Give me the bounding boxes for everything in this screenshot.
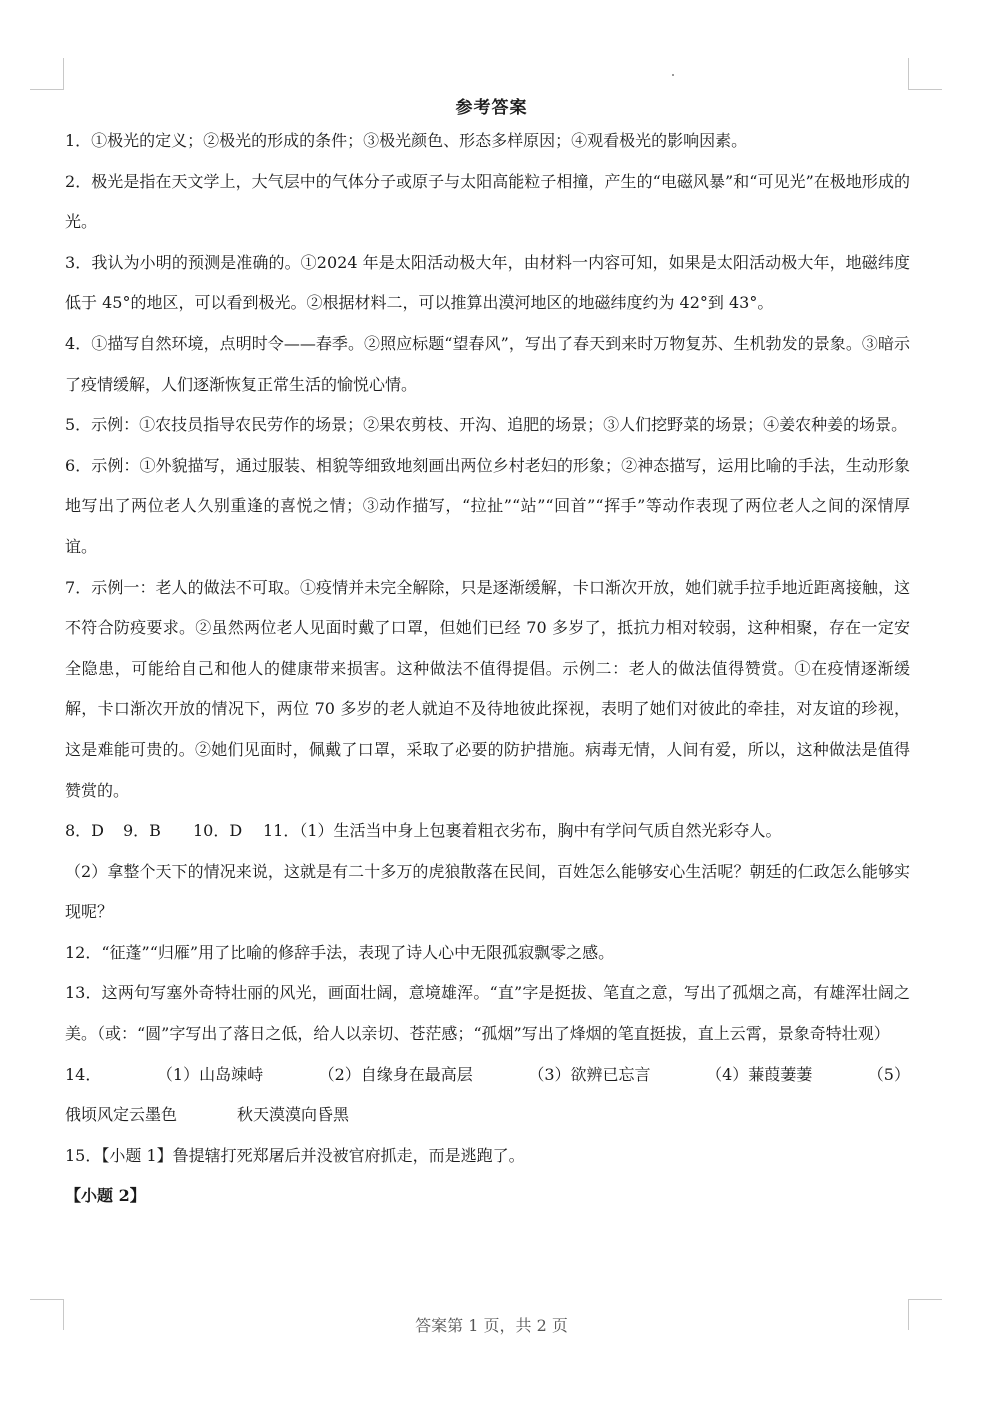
answers-8-11 <box>65 811 910 852</box>
answer-1: 1．①极光的定义；②极光的形成的条件；③极光颜色、形态多样原因；④观看极光的影响因素。 <box>65 131 748 150</box>
crop-mark-bottom-left <box>30 1299 64 1300</box>
answer-14-item: （4）蒹葭萋萋 <box>706 1064 813 1084</box>
page-footer: 答案第 1 页，共 2 页 <box>415 1316 568 1335</box>
crop-mark-top-left <box>63 58 64 89</box>
header-marker-dot <box>672 74 674 76</box>
answer-14-item: 秋天漠漠向昏黑 <box>237 1105 350 1125</box>
crop-mark-top-right <box>908 89 942 90</box>
answer-13: 13．这两句写塞外奇特壮丽的风光，画面壮阔，意境雄浑。“直”字是挺拔、笔直之意，写出了孤烟之高，有雄浑壮阔之美。（或：“圆”字写出了落日之低，给人以亲切、苍茫感；“孤烟”写出了烽烟的笔直挺拔，直上云霄，景象奇特壮观） <box>65 983 910 1044</box>
answer-14-item: （1）山岛竦峙 <box>156 1064 264 1084</box>
answer-10: 10．D <box>193 821 243 841</box>
answer-9: 9．B <box>123 821 161 841</box>
answer-2: 2．极光是指在天文学上，大气层中的气体分子或原子与太阳高能粒子相撞，产生的“电磁风暴”和“可见光”在极地形成的光。 <box>65 171 910 232</box>
answer-12: 12．“征蓬”“归雁”用了比喻的修辞手法，表现了诗人心中无限孤寂飘零之感。 <box>65 942 615 962</box>
crop-mark-top-right <box>908 58 909 89</box>
answer-11-part-2: （2）拿整个天下的情况来说，这就是有二十多万的虎狼散落在民间，百姓怎么能够安心生活呢？朝廷的仁政怎么能够实现呢？ <box>65 861 910 922</box>
answer-14 <box>65 1055 910 1096</box>
answer-3: 3．我认为小明的预测是准确的。①2024 年是太阳活动极大年，由材料一内容可知，如果是太阳活动极大年，地磁纬度低于 45°的地区，可以看到极光。②根据材料二，可以推算出漠河地区的地磁纬度约为 42°到 43°。 <box>65 252 910 313</box>
answer-list <box>65 121 910 1217</box>
crop-mark-top-left <box>30 89 64 90</box>
page-title: 参考答案 <box>455 98 528 118</box>
answer-14-item: （3）欲辨已忘言 <box>528 1064 651 1084</box>
answer-14-item: 俄顷风定云墨色 <box>65 1105 178 1125</box>
answer-14-item: （2）自缘身在最高层 <box>318 1064 473 1084</box>
answer-14-line-2 <box>65 1095 910 1136</box>
answer-5: 5．示例：①农技员指导农民劳作的场景；②果农剪枝、开沟、追肥的场景；③人们挖野菜的场景；④姜农种姜的场景。 <box>65 415 908 435</box>
answer-11-part-1: 11．（1）生活当中身上包裹着粗衣劣布，胸中有学问气质自然光彩夺人。 <box>263 821 782 841</box>
answer-14-number: 14． <box>65 1064 102 1084</box>
answer-14-item: （5） <box>867 1064 910 1084</box>
answer-8: 8．D <box>65 821 105 841</box>
answer-15-part-1: 15．【小题 1】鲁提辖打死郑屠后并没被官府抓走，而是逃跑了。 <box>65 1145 525 1165</box>
answer-7: 7．示例一：老人的做法不可取。①疫情并未完全解除，只是逐渐缓解，卡口渐次开放，她们就手拉手地近距离接触，这不符合防疫要求。②虽然两位老人见面时戴了口罩，但她们已经 70 多岁了，抵抗力相对较弱，这种相聚，存在一定安全隐患，可能给自己和他人的健康带来损害。这种做法不值得提倡。示例二：老人的做法值得赞赏。①在疫情逐渐缓解，卡口渐次开放的情况下，两位 70 多岁的老人就迫不及待地彼此探视，表明了她们对彼此的牵挂，对友谊的珍视，这是难能可贵的。②她们见面时，佩戴了口罩，采取了必要的防护措施。病毒无情，人间有爱，所以，这种做法是值得赞赏的。 <box>65 577 910 800</box>
answer-15-part-2: 【小题 2】 <box>65 1186 146 1206</box>
crop-mark-bottom-right <box>908 1299 942 1300</box>
answer-6: 6．示例：①外貌描写，通过服装、相貌等细致地刻画出两位乡村老妇的形象；②神态描写，运用比喻的手法，生动形象地写出了两位老人久别重逢的喜悦之情；③动作描写，“拉扯”“站”“回首”“挥手”等动作表现了两位老人之间的深情厚谊。 <box>65 455 910 556</box>
answer-4: 4．①描写自然环境，点明时令——春季。②照应标题“望春风”，写出了春天到来时万物复苏、生机勃发的景象。③暗示了疫情缓解，人们逐渐恢复正常生活的愉悦心情。 <box>65 333 910 394</box>
